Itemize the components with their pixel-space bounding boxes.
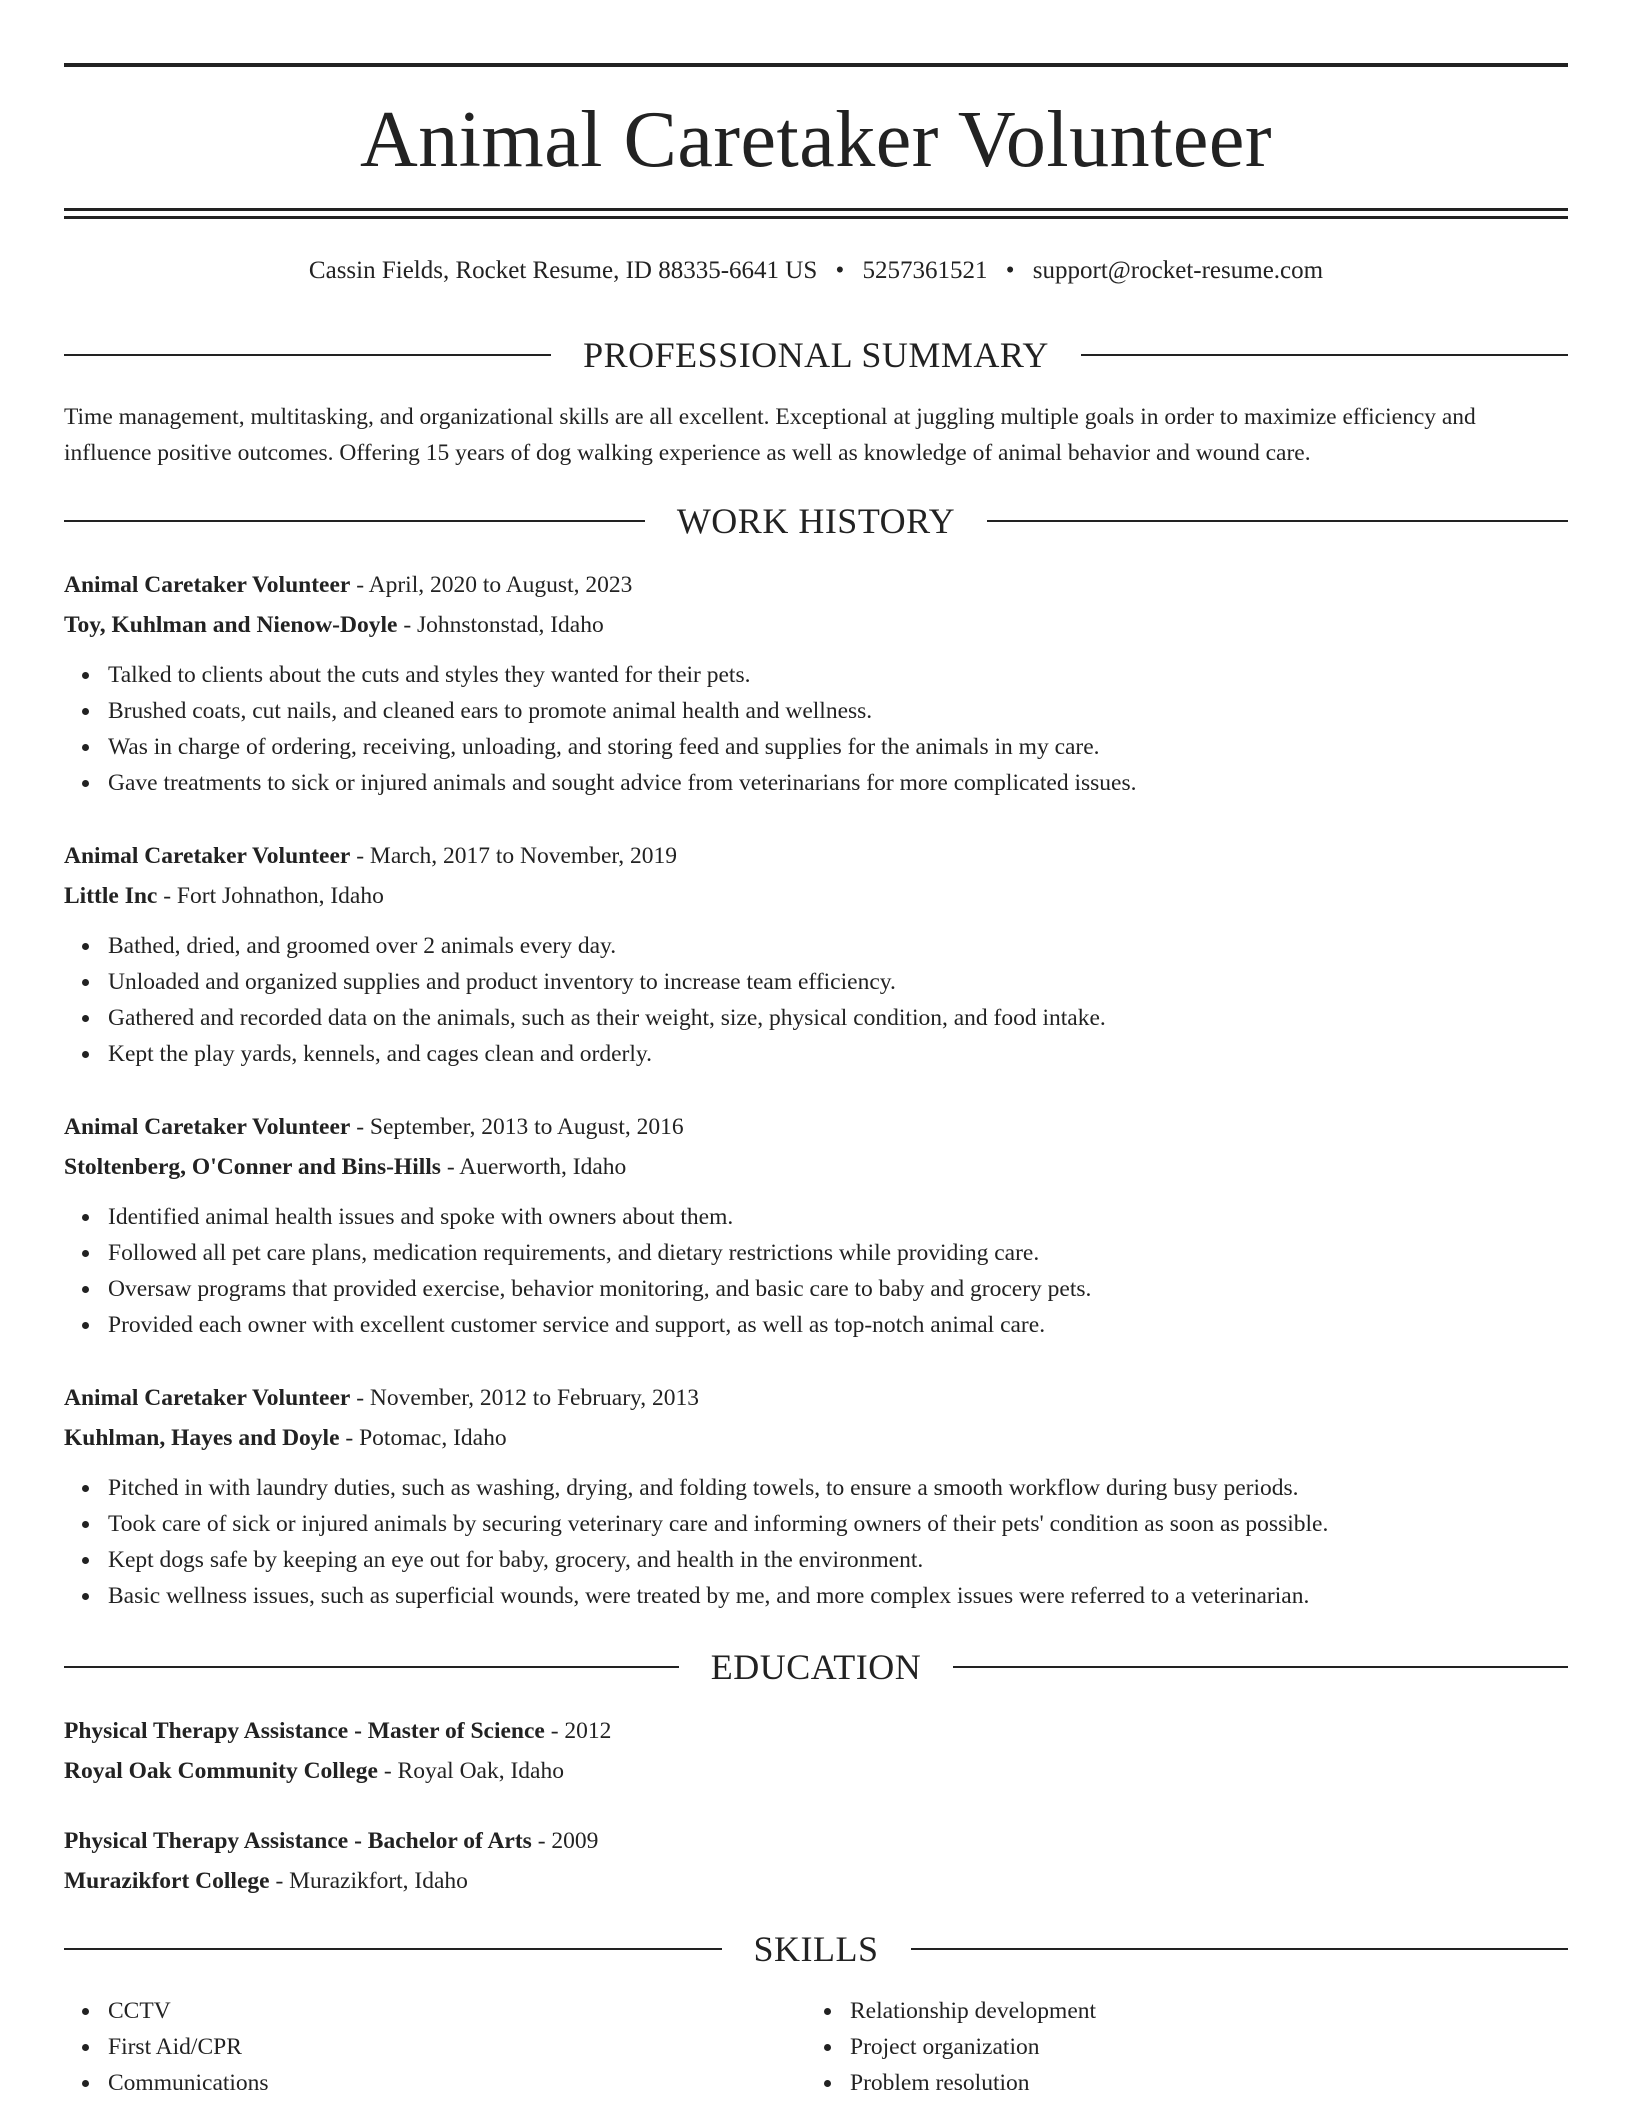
job-title-line <box>64 565 1568 605</box>
job-bullets <box>64 1470 1568 1614</box>
job-employer: Little Inc <box>64 883 158 909</box>
job-bullet: Provided each owner with excellent customer service and support, as well as top-notch animal care. <box>108 1307 1568 1343</box>
education-degree: Physical Therapy Assistance - Bachelor of Arts <box>64 1828 532 1854</box>
skill-item: Project organization <box>850 2029 1566 2065</box>
skills-list <box>806 1993 1566 2101</box>
job-title: Animal Caretaker Volunteer <box>64 843 351 869</box>
contact-separator: • <box>835 257 845 284</box>
summary-text: Time management, multitasking, and organizational skills are all excellent. Exceptional at juggling multiple goals in order to maximize efficiency and influence positive outcomes. Offering 15 years of dog walking experience as well as knowledge of animal behavior and wound care. <box>64 404 1476 466</box>
heading-rule-right <box>953 1666 1568 1668</box>
skill-item: Communications <box>108 2065 764 2101</box>
heading-rule-left <box>64 520 645 522</box>
education-degree-line <box>64 1711 1568 1751</box>
top-rule <box>64 63 1568 67</box>
education-year: - 2009 <box>537 1828 599 1854</box>
heading-rule-right <box>1081 354 1568 356</box>
education-degree-line <box>64 1821 1568 1861</box>
section-title: EDUCATION <box>710 1647 922 1687</box>
heading-rule-left <box>64 1948 722 1950</box>
name-rule-upper <box>64 208 1568 211</box>
education-location: - Royal Oak, Idaho <box>383 1758 564 1784</box>
contact-email: support@rocket-resume.com <box>1032 257 1324 284</box>
education-school-line <box>64 1751 1568 1791</box>
skill-item: First Aid/CPR <box>108 2029 764 2065</box>
job-entry <box>64 836 1568 1072</box>
job-bullet: Followed all pet care plans, medication requirements, and dietary restrictions while providing care. <box>108 1235 1568 1271</box>
skills-column-right <box>806 1993 1566 2101</box>
section-title: WORK HISTORY <box>676 501 956 541</box>
name-rule-lower <box>64 216 1568 219</box>
job-title: Animal Caretaker Volunteer <box>64 572 351 598</box>
education-location: - Murazikfort, Idaho <box>275 1868 468 1894</box>
job-bullet: Unloaded and organized supplies and product inventory to increase team efficiency. <box>108 964 1568 1000</box>
job-bullet: Identified animal health issues and spoke with owners about them. <box>108 1199 1568 1235</box>
job-dates: - September, 2013 to August, 2016 <box>356 1114 684 1140</box>
job-bullet: Oversaw programs that provided exercise, behavior monitoring, and basic care to baby and grocery pets. <box>108 1271 1568 1307</box>
skills-heading <box>64 1925 1568 1973</box>
job-employer: Kuhlman, Hayes and Doyle <box>64 1425 340 1451</box>
heading-rule-right <box>911 1948 1569 1950</box>
summary-heading <box>64 331 1568 379</box>
job-bullet: Bathed, dried, and groomed over 2 animals every day. <box>108 928 1568 964</box>
skill-item: Relationship development <box>850 1993 1566 2029</box>
job-title: Animal Caretaker Volunteer <box>64 1114 351 1140</box>
job-entry <box>64 565 1568 801</box>
job-employer: Stoltenberg, O'Conner and Bins-Hills <box>64 1154 441 1180</box>
education-entry <box>64 1821 1568 1901</box>
work-history-heading <box>64 497 1568 545</box>
job-location: - Johnstonstad, Idaho <box>403 612 604 638</box>
job-entry <box>64 1107 1568 1343</box>
job-bullet: Talked to clients about the cuts and styles they wanted for their pets. <box>108 657 1568 693</box>
job-entry <box>64 1378 1568 1614</box>
job-title-line <box>64 836 1568 876</box>
heading-rule-left <box>64 354 551 356</box>
education-degree: Physical Therapy Assistance - Master of Science <box>64 1718 545 1744</box>
job-title-line <box>64 1107 1568 1147</box>
job-bullet: Was in charge of ordering, receiving, unloading, and storing feed and supplies for the animals in my care. <box>108 729 1568 765</box>
contact-separator: • <box>1005 257 1015 284</box>
skills-list <box>64 1993 764 2101</box>
skill-item: Problem resolution <box>850 2065 1566 2101</box>
candidate-name: Animal Caretaker Volunteer <box>360 96 1272 184</box>
job-dates: - March, 2017 to November, 2019 <box>356 843 678 869</box>
job-bullet: Gave treatments to sick or injured animals and sought advice from veterinarians for more complicated issues. <box>108 765 1568 801</box>
job-employer-line <box>64 1147 1568 1187</box>
contact-address: Cassin Fields, Rocket Resume, ID 88335-6641 US <box>308 257 818 284</box>
job-location: - Fort Johnathon, Idaho <box>163 883 384 909</box>
job-employer-line <box>64 876 1568 916</box>
job-bullets <box>64 928 1568 1072</box>
section-title: PROFESSIONAL SUMMARY <box>583 335 1049 375</box>
job-location: - Auerworth, Idaho <box>446 1154 627 1180</box>
education-school: Royal Oak Community College <box>64 1758 378 1784</box>
job-bullet: Kept the play yards, kennels, and cages clean and orderly. <box>108 1036 1568 1072</box>
contact-phone: 5257361521 <box>862 257 988 284</box>
skill-item: CCTV <box>108 1993 764 2029</box>
job-bullet: Gathered and recorded data on the animals, such as their weight, size, physical condition, and food intake. <box>108 1000 1568 1036</box>
job-bullet: Took care of sick or injured animals by securing veterinary care and informing owners of their pets' condition as soon as possible. <box>108 1506 1568 1542</box>
job-employer-line <box>64 605 1568 645</box>
section-title: SKILLS <box>753 1929 879 1969</box>
heading-rule-right <box>987 520 1568 522</box>
education-school: Murazikfort College <box>64 1868 270 1894</box>
job-dates: - November, 2012 to February, 2013 <box>356 1385 699 1411</box>
skills-column-left <box>64 1993 764 2101</box>
job-employer-line <box>64 1418 1568 1458</box>
contact-line <box>0 254 1632 288</box>
education-school-line <box>64 1861 1568 1901</box>
education-heading <box>64 1643 1568 1691</box>
job-bullets <box>64 1199 1568 1343</box>
job-bullets <box>64 657 1568 801</box>
job-title-line <box>64 1378 1568 1418</box>
job-bullet: Pitched in with laundry duties, such as washing, drying, and folding towels, to ensure a smooth workflow during busy periods. <box>108 1470 1568 1506</box>
job-bullet: Basic wellness issues, such as superficial wounds, were treated by me, and more complex issues were referred to a veterinarian. <box>108 1578 1568 1614</box>
job-employer: Toy, Kuhlman and Nienow-Doyle <box>64 612 398 638</box>
education-entry <box>64 1711 1568 1791</box>
job-bullet: Brushed coats, cut nails, and cleaned ears to promote animal health and wellness. <box>108 693 1568 729</box>
job-location: - Potomac, Idaho <box>345 1425 507 1451</box>
job-bullet: Kept dogs safe by keeping an eye out for baby, grocery, and health in the environment. <box>108 1542 1568 1578</box>
job-dates: - April, 2020 to August, 2023 <box>356 572 633 598</box>
job-title: Animal Caretaker Volunteer <box>64 1385 351 1411</box>
education-year: - 2012 <box>550 1718 612 1744</box>
heading-rule-left <box>64 1666 679 1668</box>
summary-section <box>64 399 1568 471</box>
